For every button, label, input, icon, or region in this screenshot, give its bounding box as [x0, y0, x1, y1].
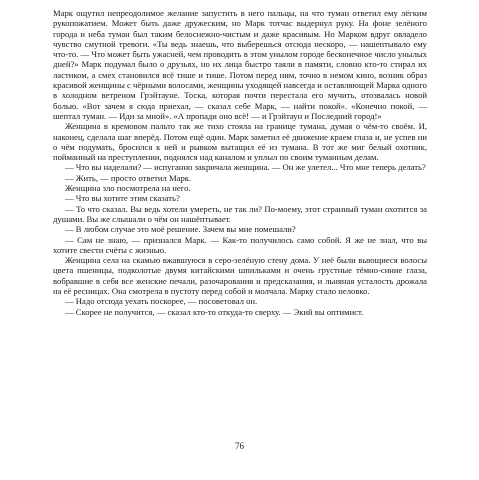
- paragraph: Женщина в кремовом пальто так же тихо стояла на границе тумана, думая о чём-то своём. И, наконец, сделала шаг вперёд. Потом ещё один. Марк заметил её движение краем глаза и, не успев ни о чём подумать, бросился к ней и рывком вытащил её из тумана. В тот же миг белый охотник, пойманный на преступлении, поднялся над каналом и уплыл по своим туманным делам.: [53, 121, 427, 163]
- dialogue-line: — Скорее не получится, — сказал кто-то откуда-то сверху. — Экий вы оптимист.: [65, 306, 364, 317]
- dialogue-line: — В любом случае это моё решение. Зачем вы мне помешали?: [65, 224, 296, 235]
- dialogue-line: — Сам не знаю, — признался Марк. — Как-то получилось само собой. Я же не знал, что вы хотите свести счёты с жизнью.: [53, 234, 427, 255]
- dialogue-line: — Что вы хотите этим сказать?: [65, 193, 180, 204]
- dialogue-line: — Что вы наделали? — испуганно закричала женщина. — Он же улетел... Что мне теперь делать?: [65, 162, 426, 173]
- paragraph: Марк ощутил непреодолимое желание запустить в него пальцы, на что туман ответил ему лёгким рукопожатием. Может быть даже дружеским, но Марк тотчас выдернул руку. На фоне зелёного города и неба туман был таким белоснежно-чистым и даже красивым. Но Марком вдруг овладело чувство смутной тревоги. «Ты ведь знаешь, что выберешься отсюда нескоро, — нашептывало ему что-то. — Что может быть ужасней, чем проводить в этом унылом городе бесконечное число унылых дней?» Марк подумал было о друзьях, но их лица быстро таяли в памяти, словно кто-то стирал их ластиком, а смех становился всё тише и тише. Потом перед ним, точно в немом кино, возник образ красивой женщины с чёрными волосами, женщины уходящей навсегда и оставляющей Марка одного в холодном ветреном Грэйтауне. Тоска, которая почти перестала его мучить, отозвалась новой болью. «Вот зачем я сюда приехал, — сказал себе Марк, — найти покой». «Конечно покой, — шептал туман. — Иди за мной». «А пропади оно всё! — и Грэйтаун и Последний город!»: [53, 8, 427, 121]
- dialogue-line: — Надо отсюда уехать поскорее, — посоветовал он.: [65, 296, 258, 307]
- dialogue-line: — То что сказал. Вы ведь хотели умереть, не так ли? По-моему, этот странный туман охотится за душами. Вы же слышали о чём он нашёптывает.: [53, 203, 427, 224]
- page-number: 76: [235, 441, 244, 451]
- paragraph: Женщина зло посмотрела на него.: [65, 183, 191, 194]
- page-text: [53, 8, 427, 317]
- dialogue-line: — Жить, — просто ответил Марк.: [65, 172, 192, 183]
- paragraph: Женщина села на скамью вжавшуюся в серо-зелёную стену дома. У неё были выющиеся волосы цвета пшеницы, подколотые двумя китайскими шпильками и очень грустные тёмно-синие глаза, вобравшие в себя все женские печали, разочарования и предсказания, и льняная усталость дрожала на её ресницах. Она смотрела в пустоту перед собой и молчала. Марку стало неловко.: [53, 255, 427, 297]
